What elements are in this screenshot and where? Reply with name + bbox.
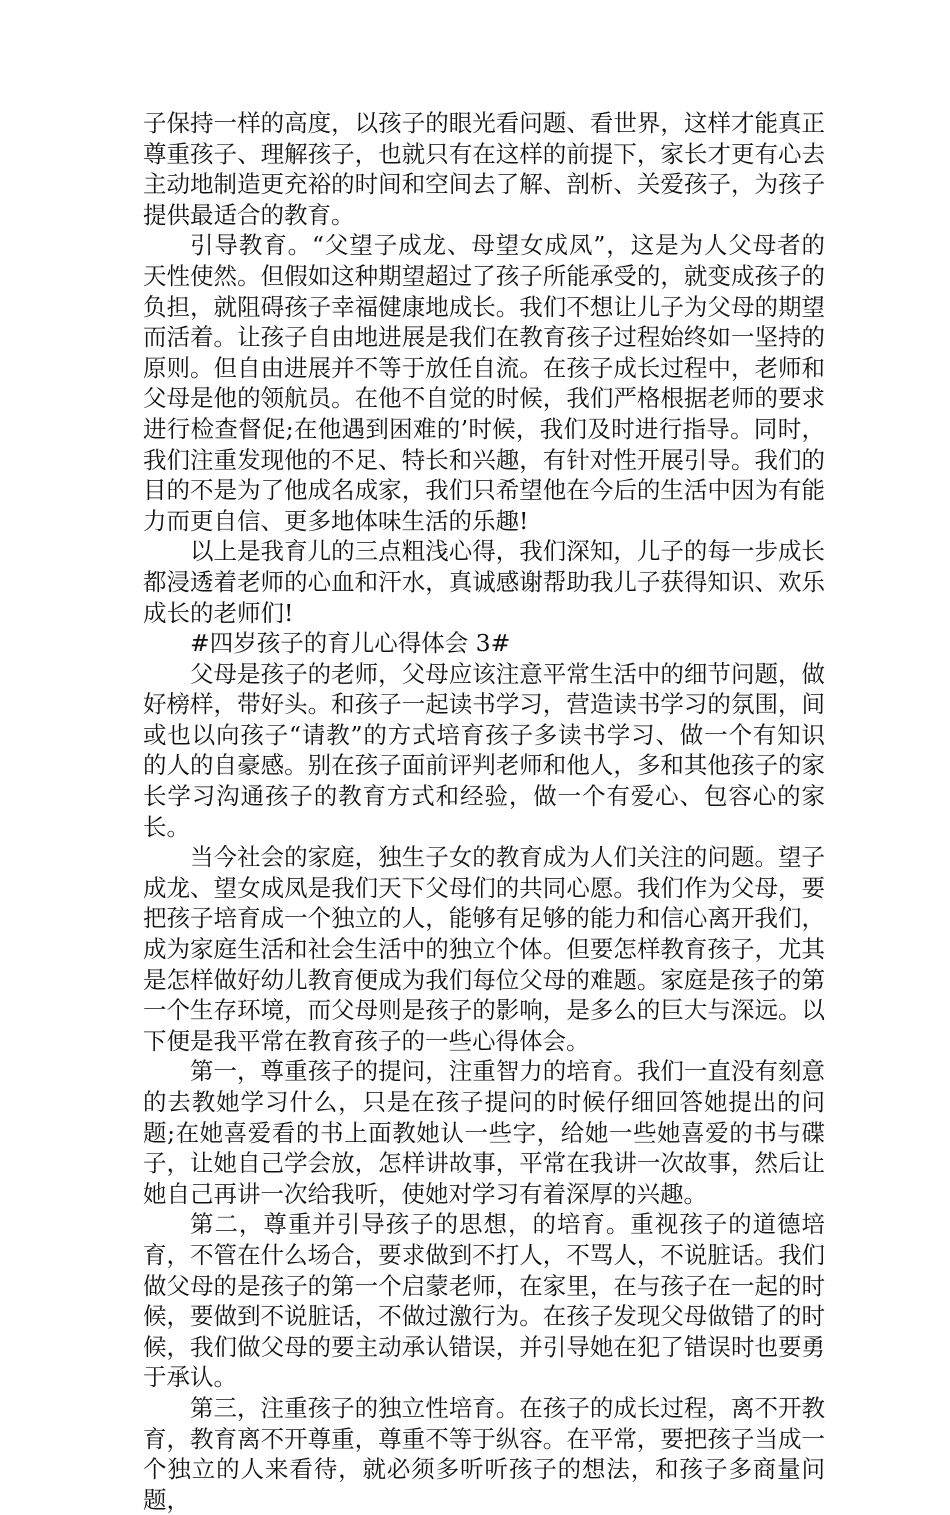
paragraph-family-education: 当今社会的家庭，独生子女的教育成为人们关注的问题。望子成龙、望女成凤是我们天下父母们的共同心愿。我们作为父母，要把孩子培育成一个独立的人，能够有足够的能力和信心离开我们，成为家庭生活和社会生活中的独立个体。但要怎样教育孩子，尤其是怎样做好幼儿教育便成为我们每位父母的难题。家庭是孩子的第一个生存环境，而父母则是孩子的影响，是多么的巨大与深远。以下便是我平常在教育孩子的一些心得体会。: [143, 843, 825, 1055]
document-page: [143, 108, 825, 1515]
paragraph-guidance: 引导教育。“父望子成龙、母望女成凤”，这是为人父母者的天性使然。但假如这种期望超过了孩子所能承受的，就变成孩子的负担，就阻碍孩子幸福健康地成长。我们不想让儿子为父母的期望而活着。让孩子自由地进展是我们在教育孩子过程始终如一坚持的原则。但自由进展并不等于放任自流。在孩子成长过程中，老师和父母是他的领航员。在他不自觉的时候，我们严格根据老师的要求进行检查督促;在他遇到困难的’时候，我们及时进行指导。同时，我们注重发现他的不足、特长和兴趣，有针对性开展引导。我们的目的不是为了他成名成家，我们只希望他在今后的生活中因为有能力而更自信、更多地体味生活的乐趣!: [143, 231, 825, 535]
paragraph-point-one: 第一，尊重孩子的提问，注重智力的培育。我们一直没有刻意的去教她学习什么，只是在孩子提问的时候仔细回答她提出的问题;在她喜爱看的书上面教她认一些字，给她一些她喜爱的书与碟子，让她自己学会放，怎样讲故事，平常在我讲一次故事，然后让她自己再讲一次给我听，使她对学习有着深厚的兴趣。: [143, 1057, 825, 1208]
paragraph-point-two: 第二，尊重并引导孩子的思想，的培育。重视孩子的道德培育，不管在什么场合，要求做到不打人，不骂人，不说脏话。我们做父母的是孩子的第一个启蒙老师，在家里，在与孩子在一起的时候，要做到不说脏话，不做过激行为。在孩子发现父母做错了的时候，我们做父母的要主动承认错误，并引导她在犯了错误时也要勇于承认。: [143, 1210, 825, 1392]
section-heading: #四岁孩子的育儿心得体会 3#: [190, 629, 511, 658]
paragraph-parents-as-teachers: 父母是孩子的老师，父母应该注意平常生活中的细节问题，做好榜样，带好头。和孩子一起读书学习，营造读书学习的氛围，间或也以向孩子“请教”的方式培育孩子多读书学习、做一个有知识的人的自豪感。别在孩子面前评判老师和他人，多和其他孩子的家长学习沟通孩子的教育方式和经验，做一个有爱心、包容心的家长。: [143, 659, 825, 841]
paragraph-continuation: 子保持一样的高度，以孩子的眼光看问题、看世界，这样才能真正尊重孩子、理解孩子，也就只有在这样的前提下，家长才更有心去主动地制造更充裕的时间和空间去了解、剖析、关爱孩子，为孩子提供最适合的教育。: [143, 109, 825, 229]
paragraph-summary: 以上是我育儿的三点粗浅心得，我们深知，儿子的每一步成长都浸透着老师的心血和汗水，真诚感谢帮助我儿子获得知识、欢乐成长的老师们!: [143, 537, 825, 627]
paragraph-point-three: 第三，注重孩子的独立性培育。在孩子的成长过程，离不开教育，教育离不开尊重，尊重不等于纵容。在平常，要把孩子当成一个独立的人来看待，就必须多听听孩子的想法，和孩子多商量问题，: [143, 1393, 825, 1514]
